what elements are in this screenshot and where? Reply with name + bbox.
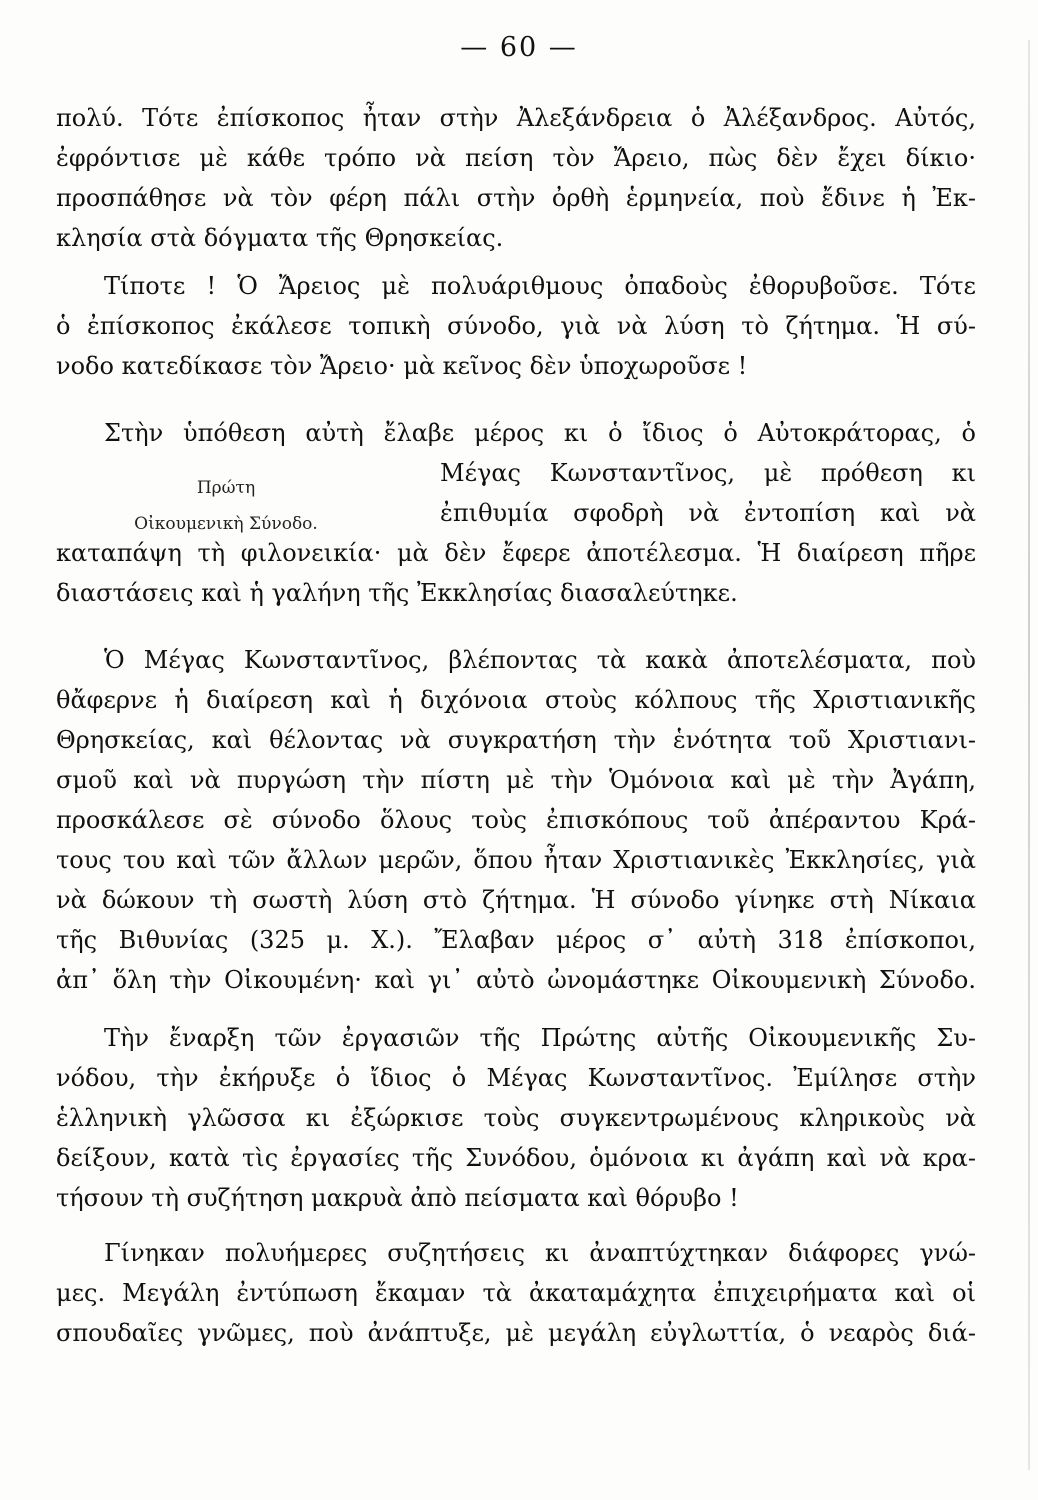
margin-note <box>56 470 396 542</box>
paragraph-3-first-line <box>56 413 976 453</box>
text-line: τήσουν τὴ συζήτηση μακρυὰ ἀπὸ πείσματα καὶ θόρυβο ! <box>56 1184 739 1212</box>
margin-note-line: Οἰκουμενικὴ Σύνοδο. <box>134 514 318 534</box>
text-line: ἀπ᾽ ὅλη τὴν Οἰκουμένη· καὶ γι᾽ αὐτὸ ὠνομάστηκε Οἰκουμενικὴ Σύνοδο. <box>56 966 976 994</box>
text-line: Ὁ Μέγας Κωνσταντῖνος, βλέποντας τὰ κακὰ ἀποτελέσματα, ποὺ <box>104 646 976 674</box>
text-line: δείξουν, κατὰ τὶς ἐργασίες τῆς Συνόδου, ὁμόνοια κι ἀγάπη καὶ νὰ κρα- <box>56 1144 976 1172</box>
text-line: ὁ ἐπίσκοπος ἐκάλεσε τοπικὴ σύνοδο, γιὰ νὰ λύση τὸ ζήτημα. Ἡ σύ- <box>56 312 976 340</box>
paragraph-2 <box>56 266 976 386</box>
text-line: διαστάσεις καὶ ἡ γαλήνη τῆς Ἐκκλησίας διασαλεύτηκε. <box>56 579 738 607</box>
page-edge-shadow <box>1028 40 1030 1470</box>
paragraph-6 <box>56 1233 976 1353</box>
text-line: νόδου, τὴν ἐκήρυξε ὁ ἴδιος ὁ Μέγας Κωνσταντῖνος. Ἐμίλησε στὴν <box>56 1064 976 1092</box>
page-number: — 60 — <box>460 32 578 63</box>
text-line: προσπάθησε νὰ τὸν φέρη πάλι στὴν ὀρθὴ ἑρμηνεία, ποὺ ἔδινε ἡ Ἐκ- <box>56 184 976 212</box>
text-line: τῆς Βιθυνίας (325 μ. Χ.). Ἔλαβαν μέρος σ᾽ αὐτὴ 318 ἐπίσκοποι, <box>56 926 976 954</box>
text-line: τους του καὶ τῶν ἄλλων μερῶν, ὅπου ἦταν Χριστιανικὲς Ἐκκλησίες, γιὰ <box>56 846 976 874</box>
text-line: Τίποτε ! Ὁ Ἄρειος μὲ πολυάριθμους ὀπαδοὺς ἐθορυβοῦσε. Τότε <box>104 272 976 300</box>
text-line: πολύ. Τότε ἐπίσκοπος ἦταν στὴν Ἀλεξάνδρεια ὁ Ἀλέξανδρος. Αὐτός, <box>56 104 976 132</box>
paragraph-3-rest <box>56 533 976 613</box>
text-line: ἐφρόντισε μὲ κάθε τρόπο νὰ πείση τὸν Ἄρειο, πὼς δὲν ἔχει δίκιο· <box>56 144 976 172</box>
text-line: ἐπιθυμία σφοδρὴ νὰ ἐντοπίση καὶ νὰ <box>440 499 976 527</box>
text-line: σπουδαῖες γνῶμες, ποὺ ἀνάπτυξε, μὲ μεγάλη εὐγλωττία, ὁ νεαρὸς διά- <box>56 1319 976 1347</box>
text-line: σμοῦ καὶ νὰ πυργώση τὴν πίστη μὲ τὴν Ὁμόνοια καὶ μὲ τὴν Ἀγάπη, <box>56 766 976 794</box>
margin-note-line: Πρώτη <box>196 478 256 498</box>
paragraph-4 <box>56 640 976 1000</box>
text-line: νὰ δώκουν τὴ σωστὴ λύση στὸ ζήτημα. Ἡ σύνοδο γίνηκε στὴ Νίκαια <box>56 886 976 914</box>
text-line: καταπάψη τὴ φιλονεικία· μὰ δὲν ἔφερε ἀποτέλεσμα. Ἡ διαίρεση πῆρε <box>56 539 976 567</box>
text-line: κλησία στὰ δόγματα τῆς Θρησκείας. <box>56 224 504 252</box>
text-line: Στὴν ὑπόθεση αὐτὴ ἔλαβε μέρος κι ὁ ἴδιος ὁ Αὐτοκράτορας, ὁ <box>104 419 976 447</box>
text-line: νοδο κατεδίκασε τὸν Ἄρειο· μὰ κεῖνος δὲν ὑποχωροῦσε ! <box>56 352 748 380</box>
text-line: θἄφερνε ἡ διαίρεση καὶ ἡ διχόνοια στοὺς κόλπους τῆς Χριστιανικῆς <box>56 686 976 714</box>
text-line: Μέγας Κωνσταντῖνος, μὲ πρόθεση κι <box>440 459 976 487</box>
paragraph-3-side-text <box>440 453 976 533</box>
text-line: ἑλληνικὴ γλῶσσα κι ἐξώρκισε τοὺς συγκεντρωμένους κληρικοὺς νὰ <box>56 1104 976 1132</box>
paragraph-5 <box>56 1018 976 1218</box>
text-line: μες. Μεγάλη ἐντύπωση ἔκαμαν τὰ ἀκαταμάχητα ἐπιχειρήματα καὶ οἱ <box>56 1279 976 1307</box>
text-line: Τὴν ἔναρξη τῶν ἐργασιῶν τῆς Πρώτης αὐτῆς Οἰκουμενικῆς Συ- <box>104 1024 976 1052</box>
text-line: προσκάλεσε σὲ σύνοδο ὅλους τοὺς ἐπισκόπους τοῦ ἀπέραντου Κρά- <box>56 806 976 834</box>
text-line: Γίνηκαν πολυήμερες συζητήσεις κι ἀναπτύχτηκαν διάφορες γνώ- <box>104 1239 976 1267</box>
text-line: Θρησκείας, καὶ θέλοντας νὰ συγκρατήση τὴν ἑνότητα τοῦ Χριστιανι- <box>56 726 976 754</box>
paragraph-1 <box>56 98 976 258</box>
